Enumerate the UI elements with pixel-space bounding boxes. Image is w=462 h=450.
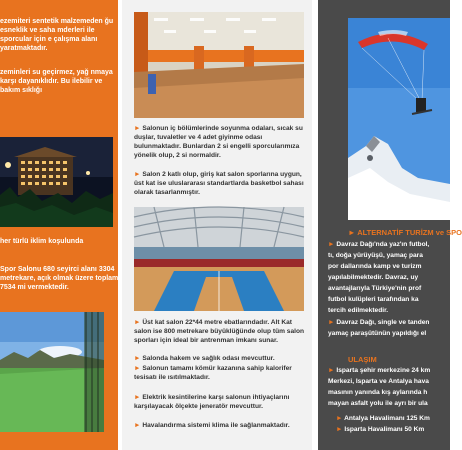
right-line-12: masının yanında kış aylarında h [328, 389, 428, 396]
right-line-6: futbol kulüpleri tarafından ka [328, 296, 419, 303]
right-line-9: yamaç paraşütünün yapıldığı el [328, 330, 427, 337]
bullet-arrow-icon: ► [328, 241, 337, 248]
right-line-1: ► Davraz Dağı'nda yaz'ın futbol, [328, 241, 430, 248]
left-text-1: ezemiteri sentetik malzemeden ğu esneklik ve saha mderleri ile sporcular için e çalışma alanı yaratmaktadır. [0, 18, 114, 52]
right-line-5: avantajlarıyla Türkiye'nin prof [328, 285, 422, 292]
bullet-arrow-icon: ► [328, 319, 337, 326]
middle-bullet-7: ► Havalandırma sistemi klima ile sağlanmaktadır. [134, 422, 290, 429]
alternative-tourism-heading: ► ALTERNATİF TURİZM ve SPO [348, 228, 462, 237]
right-line-3: por dallarında kamp ve turizm [328, 263, 422, 270]
middle-bullet-5: ► Salonun tamamı kömür kazanına sahip kalorifer tesisatı ile ısıtılmaktadır. [134, 365, 292, 381]
right-line-10: ► Isparta şehir merkezine 24 km [328, 367, 431, 374]
right-line-11: Merkezi, Isparta ve Antalya hava [328, 378, 429, 385]
middle-bullet-4: ► Salonda hakem ve sağlık odası mevcuttur. [134, 355, 275, 362]
distance-isparta: ► Isparta Havalimanı 50 Km [336, 426, 425, 433]
bullet-arrow-icon: ► [328, 367, 337, 374]
right-line-8: ► Davraz Dağı, single ve tanden [328, 319, 430, 326]
bullet-arrow-icon: ► [134, 355, 143, 362]
middle-bullet-2: ► Salon 2 katlı olup, giriş kat salon sporlarına uygun, üst kat ise uluslararası standartlarda basketbol sahası olarak tasarlanmıştır. [134, 171, 304, 196]
left-text-4: Spor Salonu 680 seyirci alanı 3304 metrekare, açık olmak üzere toplam 7534 mi vermektedir. [0, 266, 119, 291]
middle-bullet-6: ► Elektrik kesintilerine karşı salonun ihtiyaçlarını karşılayacak ölçekte jeneratör mevcuttur. [134, 394, 290, 410]
left-text-3: her türlü iklim koşulunda [0, 238, 84, 245]
right-panel [318, 0, 462, 450]
right-line-13: mayan asfalt yolu ile ayrı bir ula [328, 400, 428, 407]
right-line-4: yapılabilmektedir. Davraz, uy [328, 274, 419, 281]
bullet-arrow-icon: ► [134, 422, 143, 429]
lower-hall-photo [134, 12, 304, 118]
bullet-arrow-icon: ► [348, 228, 358, 237]
right-line-2: tı, doğa yürüyüşü, yamaç para [328, 252, 423, 259]
bullet-arrow-icon: ► [336, 426, 345, 433]
right-line-7: tercih edilmektedir. [328, 307, 389, 314]
outdoor-field-photo [0, 312, 104, 432]
bullet-arrow-icon: ► [134, 125, 143, 132]
distance-antalya: ► Antalya Havalimanı 125 Km [336, 415, 430, 422]
basketball-court-photo [134, 207, 304, 311]
bullet-arrow-icon: ► [134, 171, 143, 178]
left-panel [0, 0, 122, 450]
bullet-arrow-icon: ► [134, 394, 143, 401]
hotel-night-photo [0, 137, 113, 227]
middle-bullet-1: ► Salonun iç bölümlerinde soyunma odaları, sıcak su duşlar, tuvaletler ve 4 adet giyinme odası bulunmaktadır. Bunlardan 2 si engelli sporcularımıza yönelik olup, 2 si normaldir. [134, 125, 303, 159]
left-text-2: zeminleri su geçirmez, yağ nmaya karşı dayanıklıdır. Bu ilebilir ve bakım sıklığı [0, 69, 113, 94]
bullet-arrow-icon: ► [134, 319, 143, 326]
transport-heading: ULAŞIM [348, 355, 377, 364]
paragliding-photo [348, 18, 450, 220]
bullet-arrow-icon: ► [134, 365, 143, 372]
middle-bullet-3: ► Üst kat salon 22*44 metre ebatlarındadır. Alt Kat salon ise 800 metrekare büyüklüğünde olup tüm salon sporları için ideal bir antrenman imkanı sunar. [134, 319, 305, 344]
bullet-arrow-icon: ► [336, 415, 345, 422]
middle-panel [122, 0, 312, 450]
